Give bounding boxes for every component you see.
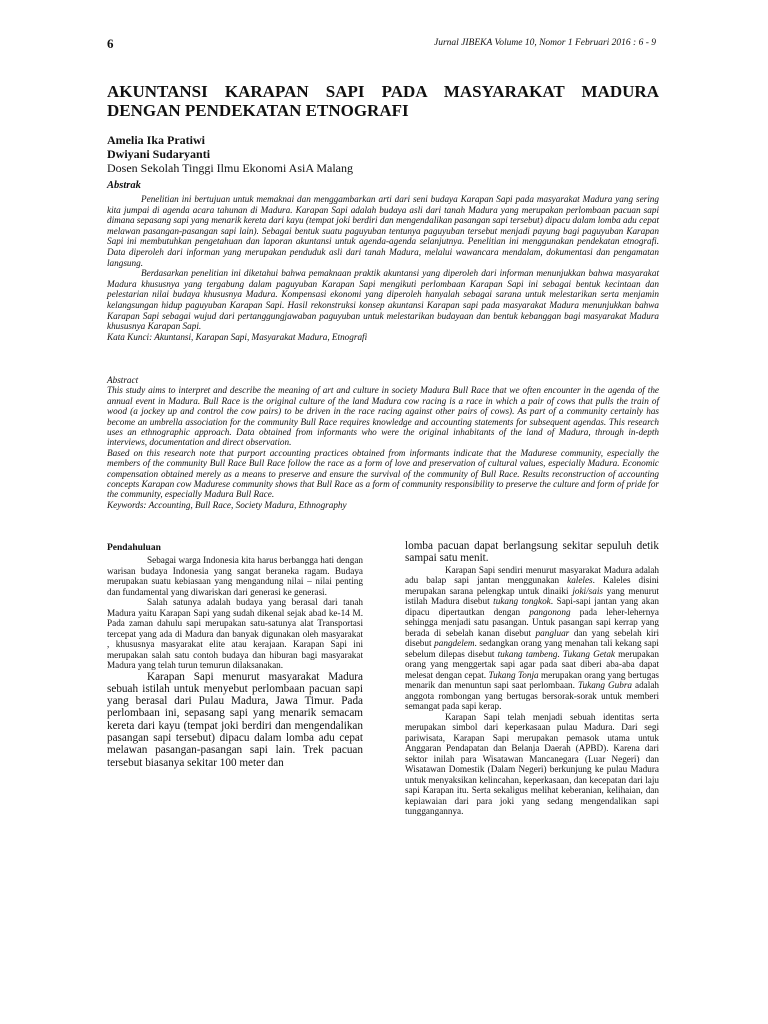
term-pangluar: pangluar: [535, 627, 570, 638]
author-affiliation: Dosen Sekolah Tinggi Ilmu Ekonomi AsiA Malang: [107, 161, 354, 175]
abstrak-heading: Abstrak: [107, 180, 141, 191]
term-tukang-gubra: Tukang Gubra: [577, 680, 632, 691]
text-run: merupakan orang yang bertugas menarik dan menuntun sapi saat perlombaan.: [405, 669, 659, 691]
body-column-right: [405, 540, 659, 817]
term-tukang-tonja: Tukang Tonja: [488, 669, 539, 680]
abstract-paragraph: Based on this research note that purport accounting practices obtained from informants indicate that the Madurese community, especially the members of the community Bull Race Bull Race follow the race as a form of love and preservation of cultural values, especially Madura. Economic compensation obtained merely as a means to preserve and ensure the survival of the community of Bull Race. Results reconstruction of accounting concepts Karapan cow Madurese community shows that Bull Race as a form of community responsibility to preserve the culture and form of pride for the community, especially Madura Bull Race.: [107, 447, 659, 500]
text-run: . Sapi-sapi jantan yang akan dipacu dipertautkan dengan: [405, 596, 659, 617]
text-run: pada leher-lehernya sehingga menjadi satu pasangan. Untuk pasangan sapi kerrap yang berada di sebelah kanan disebut: [405, 606, 659, 638]
author-name: Dwiyani Sudaryanti: [107, 147, 211, 161]
body-column-left: [107, 543, 363, 769]
body-paragraph: Karapan Sapi menurut masyarakat Madura sebuah istilah untuk menyebut perlombaan pacuan sapi yang berasal dari Pulau Madura, Jawa Timur. Pada perlombaan ini, sepasang sapi yang menarik semacam kereta dari kayu (tempat joki berdiri dan mengendalikan pasangan sapi tersebut) dipacu dalam lomba adu cepat melawan pasangan-pasangan sapi lain. Trek pacuan tersebut biasanya sekitar 100 meter dan: [107, 670, 363, 769]
text-run: . sedangkan orang yang menahan tali kekang sapi sebelum dilepas disebut: [405, 638, 659, 659]
term-pangdelem: pangdelem: [434, 638, 475, 649]
body-paragraph: Karapan Sapi telah menjadi sebuah identitas serta merupakan simbol dari keperkasaan pulau Madura. Dari segi pariwisata, Karapan Sapi merupakan pemasok utama untuk Anggaran Pendapatan dan Belanja Daerah (APBD). Karena dari sektor inilah para Wisatawan Mancanegara (Luar Negeri) dan Wisatawan Domestik (Dalam Negeri) berkunjung ke pulau Madura untuk menyaksikan kelincahan, keperkasaan, dan kecepatan dari laju sapi Karapan itu. Serta sekaligus melihat keberanian, kelihaian, dan kepiawaian dari para joki yang sedang mengendalikan sapi tunggangannya.: [405, 711, 659, 817]
term-tukang-tambeng: tukang tambeng: [497, 648, 558, 659]
abstrak-keywords: Kata Kunci: Akuntansi, Karapan Sapi, Masyarakat Madura, Etnografi: [107, 331, 368, 342]
term-pangonong: pangonong: [529, 606, 571, 617]
abstract-paragraph: This study aims to interpret and describe the meaning of art and culture in society Madura Bull Race that we often encounter in the agenda of the annual event in Madura. Bull Race is the original culture of the land Madura cow racing is a race in which a pair of cows that pulls the train of wood (a jockey up and control the cow pairs) to be driven in the race racing against other pairs of cows). As part of a community certainly has become an umbrella association for the community Bull Race requires knowledge and accounting statements for subsequent agendas. This research uses an ethnographic approach. Data obtained from informants who were the original inhabitants of the land of Madura, through in-depth interviews, documentation and direct observation.: [107, 385, 659, 448]
title-line-1: AKUNTANSI KARAPAN SAPI PADA MASYARAKAT MADURA: [107, 82, 659, 101]
abstrak-body: [107, 194, 659, 342]
term-kaleles: kaleles: [567, 575, 593, 586]
abstract-english: [107, 375, 659, 510]
text-run: . Kaleles disini merupakan sarana pelengkap untuk dinaiki: [405, 575, 659, 596]
text-run: yang menurut istilah Madura disebut: [405, 585, 659, 607]
text-run: .: [557, 648, 563, 659]
text-run: adalah anggota rombongan yang bertugas bersorak-sorak untuk memberi semangat pada sapi kerap.: [405, 680, 659, 712]
paper-title: [107, 82, 659, 120]
abstrak-paragraph: Penelitian ini bertujuan untuk memaknai dan menggambarkan arti dari seni budaya Karapan Sapi pada masyarakat Madura yang sering kita jumpai di agenda acara tahunan di Madura. Karapan Sapi adalah budaya asli dari tanah Madura yang merupakan perlombaan pacuan sapi dimana sepasang sapi yang menarik kereta dari kayu (tempat joki berdiri dan mengendalikan pasangan sapi tersebut) dipacu dalam lomba adu cepat melawan pasangan-pasangan sapi lain). Sebagai bentuk suatu paguyuban tentunya paguyuban tersebut menjadi payung bagi paguyuban Karapan Sapi ini membutuhkan pengetahuan dan laporan akuntansi untuk agenda-agenda selanjutnya. Penelitian ini menggunakan pendekatan etnografi. Data diperoleh dari informan yang merupakan penduduk asli dari tanah Madura, melalui wawancara mendalam, dokumentasi dan pengamatan langsung.: [107, 194, 659, 268]
text-run: dan yang sebelah kiri disebut: [405, 627, 659, 649]
journal-header: Jurnal JIBEKA Volume 10, Nomor 1 Februari 2016 : 6 - 9: [434, 38, 656, 48]
body-paragraph: [405, 565, 659, 712]
author-name: Amelia Ika Pratiwi: [107, 133, 205, 147]
text-run: merupakan orang yang menggertak sapi agar pada saat diberi aba-aba dapat melesat dengan cepat.: [405, 648, 659, 680]
section-heading: Pendahuluan: [107, 543, 161, 553]
title-line-2: DENGAN PENDEKATAN ETNOGRAFI: [107, 101, 409, 120]
body-paragraph: Sebagai warga Indonesia kita harus berbangga hati dengan warisan budaya Indonesia yang sangat beraneka ragam. Budaya merupakan suatu kebiasaan yang mengandung nilai – nilai penting dan fundamental yang diwariskan dari generasi ke generasi.: [107, 555, 363, 597]
page-number: 6: [107, 36, 114, 51]
abstrak-paragraph: Berdasarkan penelitian ini diketahui bahwa pemaknaan praktik akuntansi yang diperoleh dari informan menunjukkan bahwa masyarakat Madura khususnya yang tergabung dalam paguyuban Karapan Sapi mengikuti perlombaan Karapan Sapi ini sebagai bentuk kecintaan dan pelestarian nilai budaya khususnya Madura. Kompensasi ekonomi yang diperoleh hanyalah sebagai sarana untuk melestarikan serta menjamin kelangsungan hidup paguyuban Karapan Sapi. Hasil rekonstruksi konsep akuntansi Karapan sapi pada masyarakat Madura menunjukkan bahwa Karapan Sapi sebagai wujud dari pertanggungjawaban paguyuban untuk melestarikan budayaan dan bentuk kebanggan bagi masyarakat Madura khususnya Karapan Sapi.: [107, 268, 659, 332]
abstract-heading: Abstract: [107, 375, 139, 385]
author-block: [107, 133, 353, 175]
text-run: Karapan Sapi sendiri menurut masyarakat Madura adalah adu balap sapi jantan menggunakan: [405, 564, 659, 586]
term-tukang-tongkok: tukang tongkok: [493, 596, 551, 607]
term-joki: joki/sais: [572, 585, 603, 596]
abstract-keywords: Keywords: Accounting, Bull Race, Society Madura, Ethnography: [107, 499, 347, 510]
body-paragraph: Salah satunya adalah budaya yang berasal dari tanah Madura yaitu Karapan Sapi yang sudah dikenal sejak abad ke-14 M. Pada zaman dahulu sapi merupakan satu-satunya alat Transportasi tercepat yang ada di Madura dan banyak digunakan oleh masyarakat , khususnya masyarakat elite atau kerajaan. Karapan Sapi ini merupakan salah satu contoh budaya dan hiburan bagi masyarakat Madura yang telah turun temurun dilaksanakan.: [107, 597, 363, 670]
term-tukang-getak: Tukang Getak: [562, 648, 616, 659]
body-paragraph: lomba pacuan dapat berlangsung sekitar sepuluh detik sampai satu menit.: [405, 540, 659, 565]
